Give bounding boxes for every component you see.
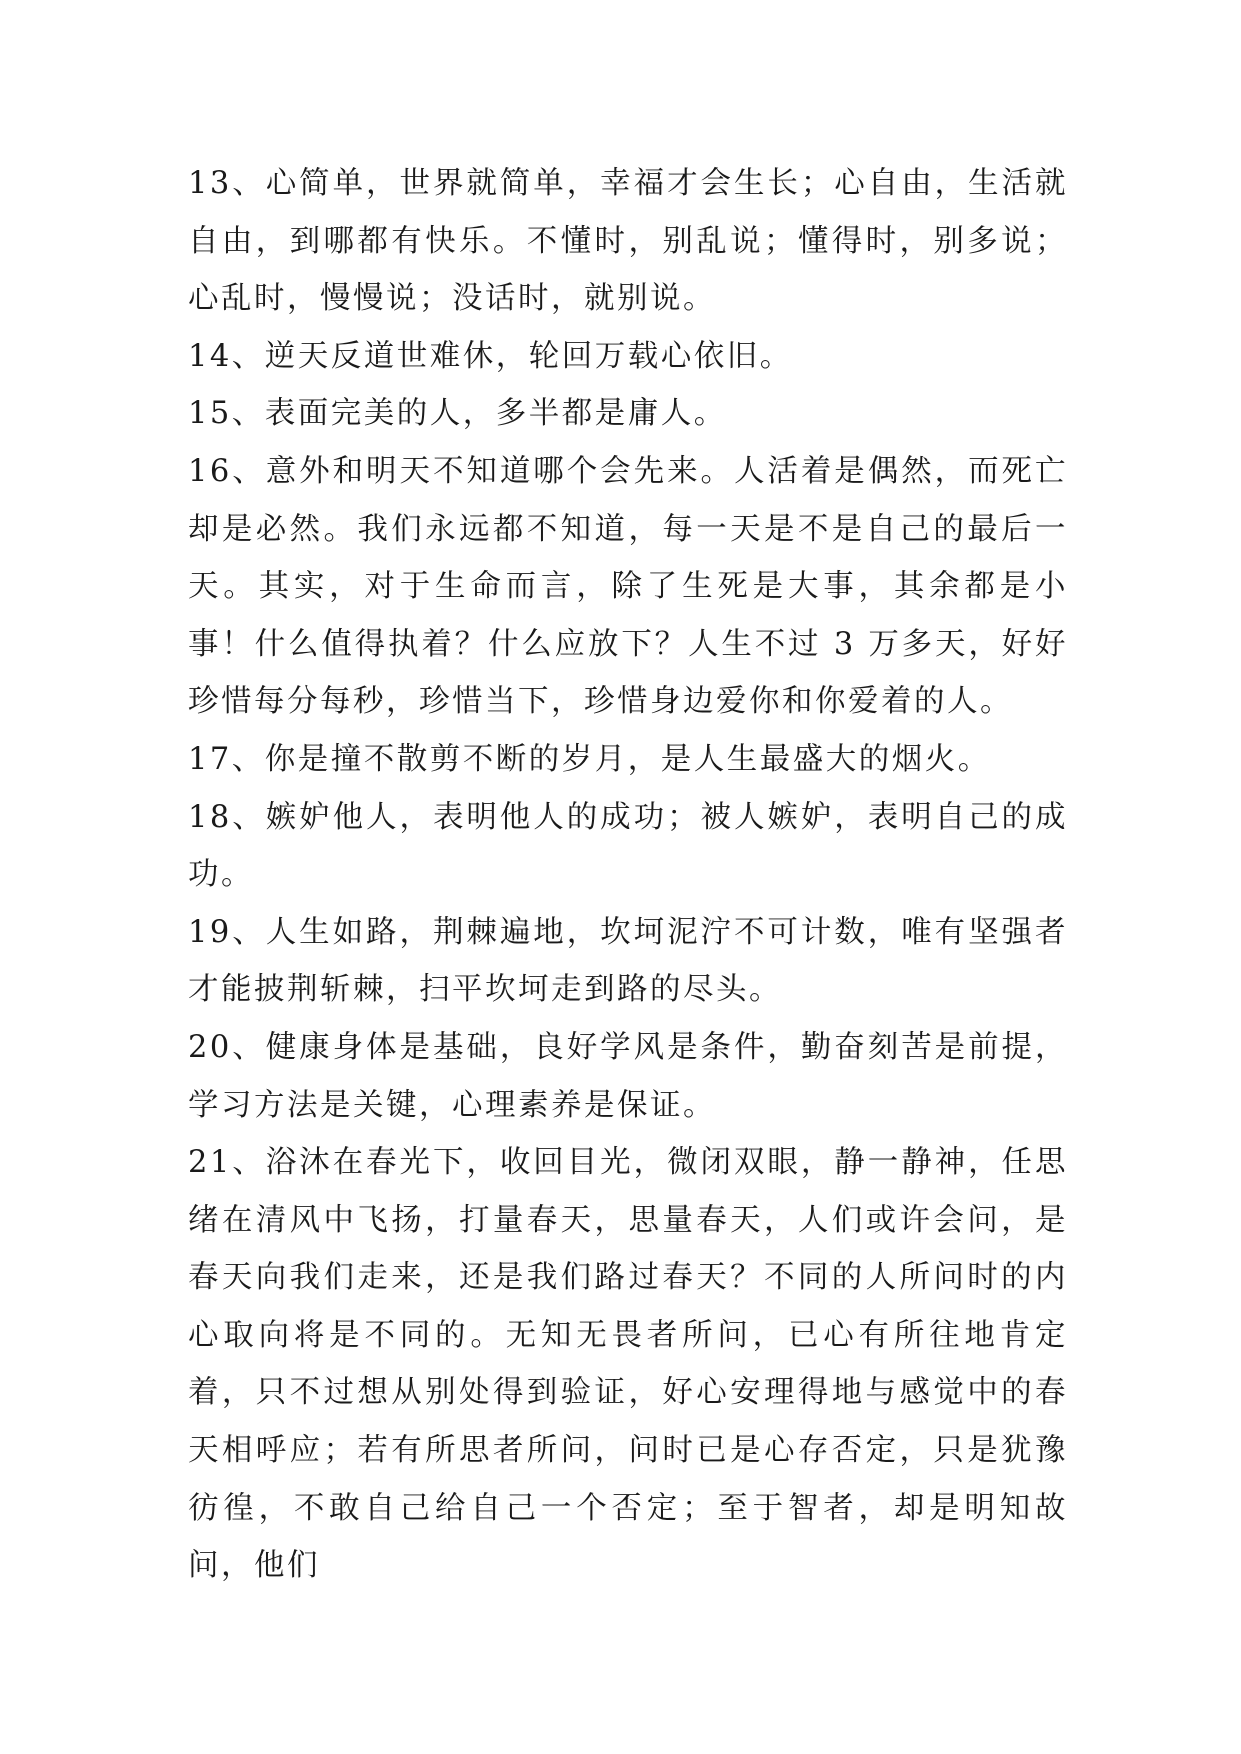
paragraph-15: 15、表面完美的人，多半都是庸人。: [188, 396, 727, 432]
paragraph-14: 14、逆天反道世难休，轮回万载心依旧。: [188, 338, 793, 374]
paragraph-19: 19、人生如路，荆棘遍地，坎坷泥泞不可计数，唯有坚强者才能披荆斩棘，扫平坎坷走到路的尽头。: [188, 914, 1068, 1008]
paragraph-18: 18、嫉妒他人，表明他人的成功；被人嫉妒，表明自己的成功。: [188, 799, 1068, 893]
paragraph-13: 13、心简单，世界就简单，幸福才会生长；心自由，生活就自由，到哪都有快乐。不懂时，别乱说；懂得时，别多说；心乱时，慢慢说；没话时，就别说。: [188, 166, 1068, 317]
paragraph-16: 16、意外和明天不知道哪个会先来。人活着是偶然，而死亡却是必然。我们永远都不知道，每一天是不是自己的最后一天。其实，对于生命而言，除了生死是大事，其余都是小事！什么值得执着？什么应放下？人生不过 3 万多天，好好珍惜每分每秒，珍惜当下，珍惜身边爱你和你爱着的人。: [188, 453, 1068, 720]
document-body: [188, 155, 1068, 1595]
paragraph-17: 17、你是撞不散剪不断的岁月，是人生最盛大的烟火。: [188, 741, 991, 777]
paragraph-21: 21、浴沐在春光下，收回目光，微闭双眼，静一静神，任思绪在清风中飞扬，打量春天，思量春天，人们或许会问，是春天向我们走来，还是我们路过春天？不同的人所问时的内心取向将是不同的。无知无畏者所问，已心有所往地肯定着，只不过想从别处得到验证，好心安理得地与感觉中的春天相呼应；若有所思者所问，问时已是心存否定，只是犹豫彷徨，不敢自己给自己一个否定；至于智者，却是明知故问，他们: [188, 1145, 1068, 1584]
paragraph-20: 20、健康身体是基础，良好学风是条件，勤奋刻苦是前提，学习方法是关键，心理素养是保证。: [188, 1029, 1068, 1123]
